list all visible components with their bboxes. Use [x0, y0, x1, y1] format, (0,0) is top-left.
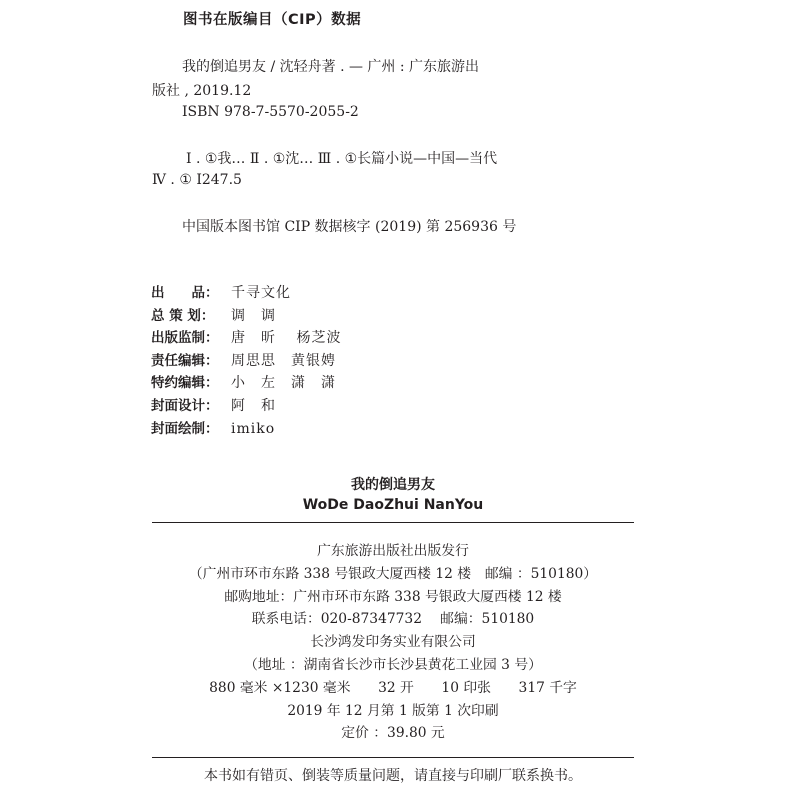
divider-bottom [152, 757, 634, 758]
quality-notice: 本书如有错页、倒装等质量问题，请直接与印刷厂联系换书。 [204, 768, 582, 784]
credit-label: 总 策 划： [151, 307, 215, 324]
credit-label: 出版监制： [151, 330, 219, 347]
credit-label: 责任编辑： [151, 352, 219, 369]
credit-row [151, 350, 341, 373]
credit-row [151, 418, 341, 441]
cip-isbn: ISBN 978-7-5570-2055-2 [182, 104, 359, 120]
credit-value: 调 调 [231, 307, 276, 324]
mail-order-address: 邮购地址：广州市环市东路 338 号银政大厦西楼 12 楼 [224, 588, 562, 605]
credit-row [151, 282, 341, 305]
publisher-line: 广东旅游出版社出版发行 [317, 543, 469, 559]
credit-label: 封面设计： [151, 397, 219, 414]
credit-row [151, 395, 341, 418]
cip-core-data: 中国版本图书馆 CIP 数据核字 (2019) 第 256936 号 [182, 219, 517, 235]
imprint-block [152, 540, 634, 745]
cip-subject-line-1: Ⅰ . ①我… Ⅱ . ①沈… Ⅲ . ①长篇小说—中国—当代 [186, 151, 498, 167]
credit-label: 出 品： [151, 285, 219, 301]
credits-list [151, 282, 341, 440]
edition-info: 2019 年 12 月第 1 版第 1 次印刷 [287, 702, 499, 719]
credit-value: imiko [231, 420, 276, 437]
credit-row [151, 327, 341, 350]
divider-top [152, 522, 634, 523]
format-specs: 880 毫米 ×1230 毫米 32 开 10 印张 317 千字 [209, 679, 577, 696]
book-pinyin-title: WoDe DaoZhui NanYou [302, 497, 484, 513]
credit-value: 千寻文化 [231, 285, 291, 301]
printer-address: （地址 ：湖南省长沙市长沙县黄花工业园 3 号） [244, 656, 542, 673]
printer-name: 长沙鸿发印务实业有限公司 [310, 634, 476, 651]
credit-value: 周思思 黄银娉 [231, 352, 336, 369]
cip-catalog-line-1: 我的倒追男友 / 沈轻舟著 . — 广州 : 广东旅游出 [182, 59, 480, 75]
cip-subject-line-2: Ⅳ . ① I247.5 [152, 172, 242, 188]
credit-label: 特约编辑： [151, 375, 219, 392]
credit-row [151, 372, 341, 395]
credit-value: 小 左 潇 潇 [231, 375, 336, 392]
cip-catalog-line-2: 版社 , 2019.12 [152, 83, 252, 99]
credit-row [151, 305, 341, 328]
cip-heading: 图书在版编目（CIP）数据 [183, 12, 362, 28]
credit-value: 阿 和 [231, 397, 276, 414]
publisher-address: （广州市环市东路 338 号银政大厦西楼 12 楼 邮编 ：510180） [188, 565, 598, 582]
credit-label: 封面绘制： [151, 420, 219, 437]
contact-phone: 联系电话：020-87347732 邮编：510180 [251, 611, 535, 628]
price: 定价 ：39.80 元 [341, 725, 445, 742]
credit-value: 唐 昕 杨芝波 [231, 330, 342, 347]
book-title: 我的倒追男友 [351, 477, 435, 493]
